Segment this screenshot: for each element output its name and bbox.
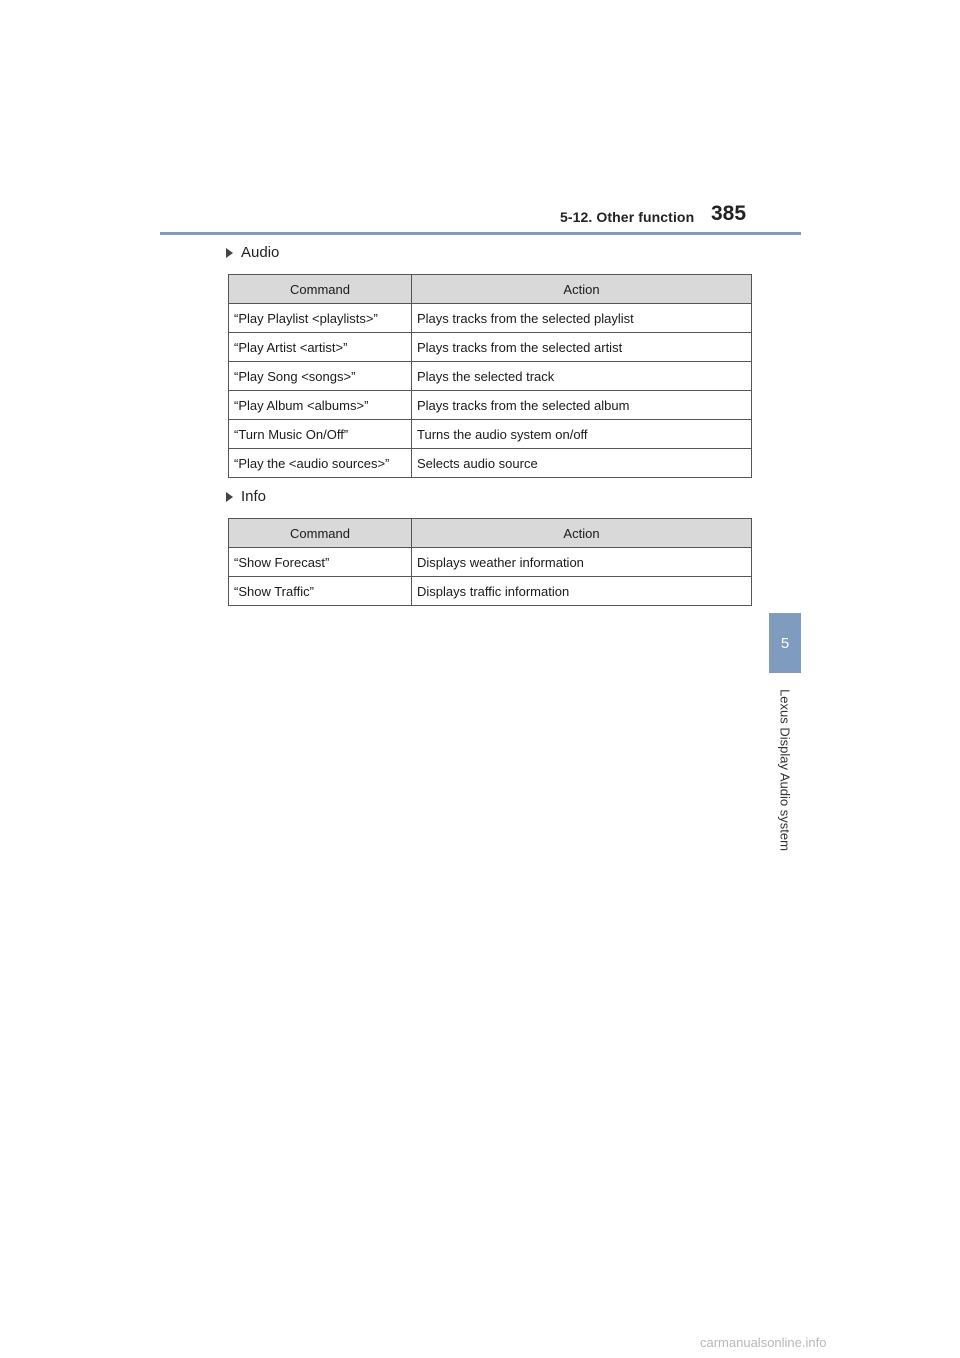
command-cell: “Play Album <albums>” xyxy=(229,391,412,420)
action-cell: Plays tracks from the selected playlist xyxy=(412,304,752,333)
audio-command-table xyxy=(228,274,752,478)
chapter-tab xyxy=(769,613,801,673)
section-title: 5-12. Other function xyxy=(560,209,695,225)
page-number: 385 xyxy=(711,202,747,225)
audio-heading-label: Audio xyxy=(241,244,280,261)
command-cell: “Play Song <songs>” xyxy=(229,362,412,391)
column-header-command: Command xyxy=(229,519,412,548)
watermark: carmanualsonline.info xyxy=(700,1335,827,1350)
command-cell: “Play Playlist <playlists>” xyxy=(229,304,412,333)
triangle-bullet-icon xyxy=(226,248,233,258)
table-row xyxy=(229,362,752,391)
table-row xyxy=(229,449,752,478)
info-command-table xyxy=(228,518,752,606)
table-header-row xyxy=(229,275,752,304)
action-cell: Turns the audio system on/off xyxy=(412,420,752,449)
action-cell: Plays tracks from the selected album xyxy=(412,391,752,420)
page-header xyxy=(0,0,960,240)
info-heading-label: Info xyxy=(241,488,267,505)
triangle-bullet-icon xyxy=(226,492,233,502)
header-divider xyxy=(160,232,801,235)
table-row xyxy=(229,577,752,606)
table-row xyxy=(229,420,752,449)
action-cell: Plays tracks from the selected artist xyxy=(412,333,752,362)
action-cell: Displays weather information xyxy=(412,548,752,577)
command-cell: “Play Artist <artist>” xyxy=(229,333,412,362)
table-row xyxy=(229,304,752,333)
audio-heading xyxy=(226,244,279,261)
command-cell: “Show Forecast” xyxy=(229,548,412,577)
table-row xyxy=(229,548,752,577)
table-header-row xyxy=(229,519,752,548)
column-header-command: Command xyxy=(229,275,412,304)
command-cell: “Turn Music On/Off” xyxy=(229,420,412,449)
action-cell: Selects audio source xyxy=(412,449,752,478)
column-header-action: Action xyxy=(412,519,752,548)
table-row xyxy=(229,333,752,362)
chapter-title: Lexus Display Audio system xyxy=(777,689,793,851)
command-cell: “Play the <audio sources>” xyxy=(229,449,412,478)
info-heading xyxy=(226,488,266,505)
command-cell: “Show Traffic” xyxy=(229,577,412,606)
chapter-number: 5 xyxy=(780,634,790,652)
action-cell: Plays the selected track xyxy=(412,362,752,391)
action-cell: Displays traffic information xyxy=(412,577,752,606)
column-header-action: Action xyxy=(412,275,752,304)
table-row xyxy=(229,391,752,420)
